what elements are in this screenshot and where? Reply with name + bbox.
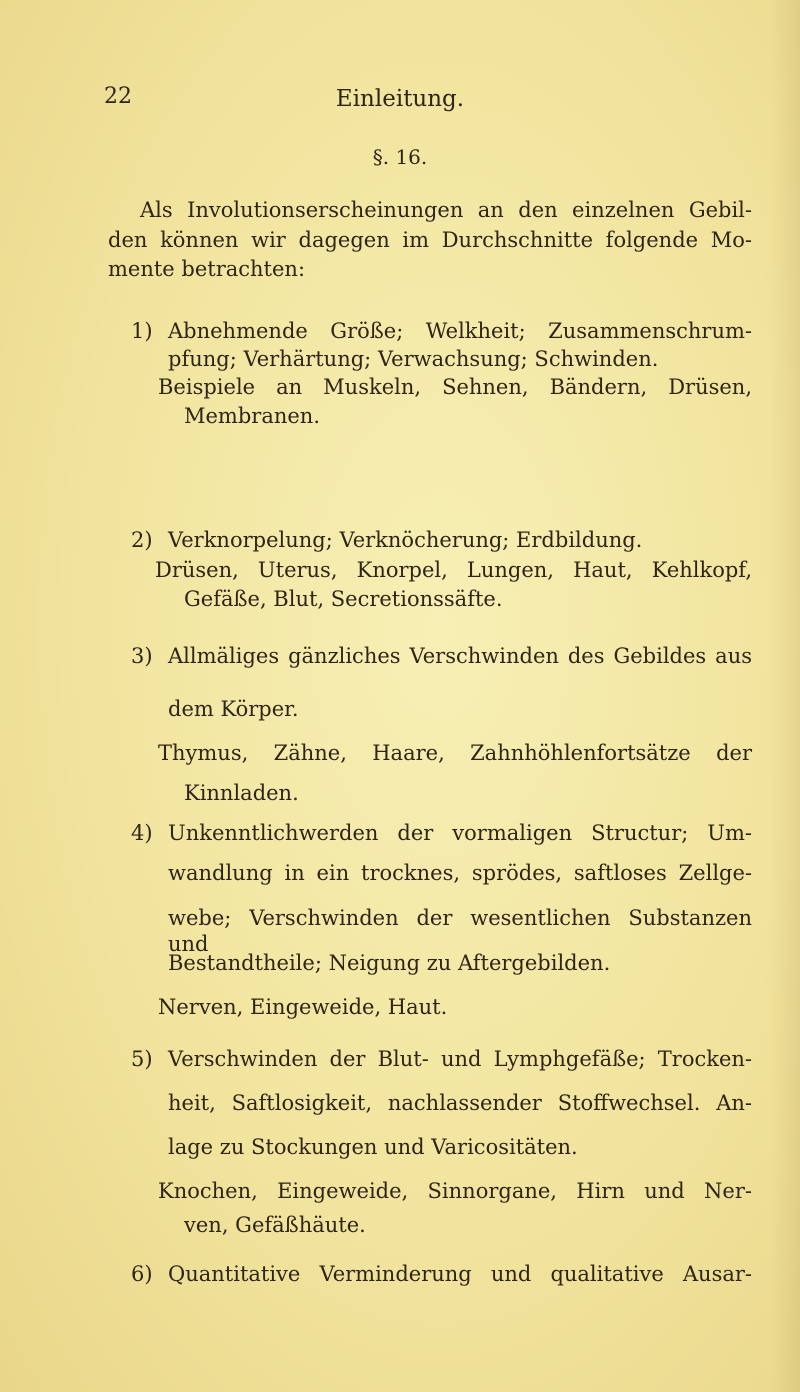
item-text: wandlung in ein trocknes, sprödes, saftloses Zellge-	[168, 861, 752, 885]
item-text: Verschwinden der Blut- und Lymphgefäße; Trocken-	[168, 1047, 752, 1071]
item-text: Verknorpelung; Verknöcherung; Erdbildung.	[168, 528, 643, 552]
item-examples: Kinnladen.	[184, 781, 299, 805]
section-heading: §. 16.	[372, 145, 428, 169]
item-number: 3)	[131, 644, 153, 668]
intro-line: Als Involutionserscheinungen an den einzelnen Gebil-	[140, 198, 752, 222]
item-examples: Knochen, Eingeweide, Sinnorgane, Hirn und Ner-	[158, 1179, 752, 1203]
item-number: 1)	[131, 319, 153, 343]
item-text: Unkenntlichwerden der vormaligen Structur; Um-	[168, 821, 752, 845]
item-text: lage zu Stockungen und Varicositäten.	[168, 1135, 578, 1159]
page-edge-shadow	[770, 0, 800, 1392]
page-number: 22	[104, 84, 132, 109]
item-number: 2)	[131, 528, 153, 552]
running-title: Einleitung.	[335, 86, 465, 112]
item-examples: Thymus, Zähne, Haare, Zahnhöhlenfortsätze der	[158, 741, 752, 765]
item-examples: Nerven, Eingeweide, Haut.	[158, 995, 448, 1019]
item-number: 5)	[131, 1047, 153, 1071]
item-number: 6)	[131, 1262, 153, 1286]
intro-line: den können wir dagegen im Durchschnitte folgende Mo-	[108, 228, 752, 252]
item-examples: Membranen.	[184, 404, 320, 428]
item-examples: ven, Gefäßhäute.	[184, 1213, 366, 1237]
item-examples: Gefäße, Blut, Secretionssäfte.	[184, 587, 503, 611]
item-number: 4)	[131, 821, 153, 845]
item-text: Allmäliges gänzliches Verschwinden des Gebildes aus	[168, 644, 752, 668]
item-text: heit, Saftlosigkeit, nachlassender Stoffwechsel. An-	[168, 1091, 752, 1115]
item-text: Bestandtheile; Neigung zu Aftergebilden.	[168, 951, 611, 975]
item-text: Abnehmende Größe; Welkheit; Zusammenschrum-	[168, 319, 752, 343]
item-text: pfung; Verhärtung; Verwachsung; Schwinden.	[168, 347, 659, 371]
item-text: dem Körper.	[168, 697, 299, 721]
item-examples: Drüsen, Uterus, Knorpel, Lungen, Haut, Kehlkopf,	[155, 558, 752, 582]
intro-line: mente betrachten:	[108, 257, 306, 281]
item-text: Quantitative Verminderung und qualitative Ausar-	[168, 1262, 752, 1286]
item-text: webe; Verschwinden der wesentlichen Substanzen und	[168, 906, 752, 956]
item-examples: Beispiele an Muskeln, Sehnen, Bändern, Drüsen,	[158, 375, 752, 399]
